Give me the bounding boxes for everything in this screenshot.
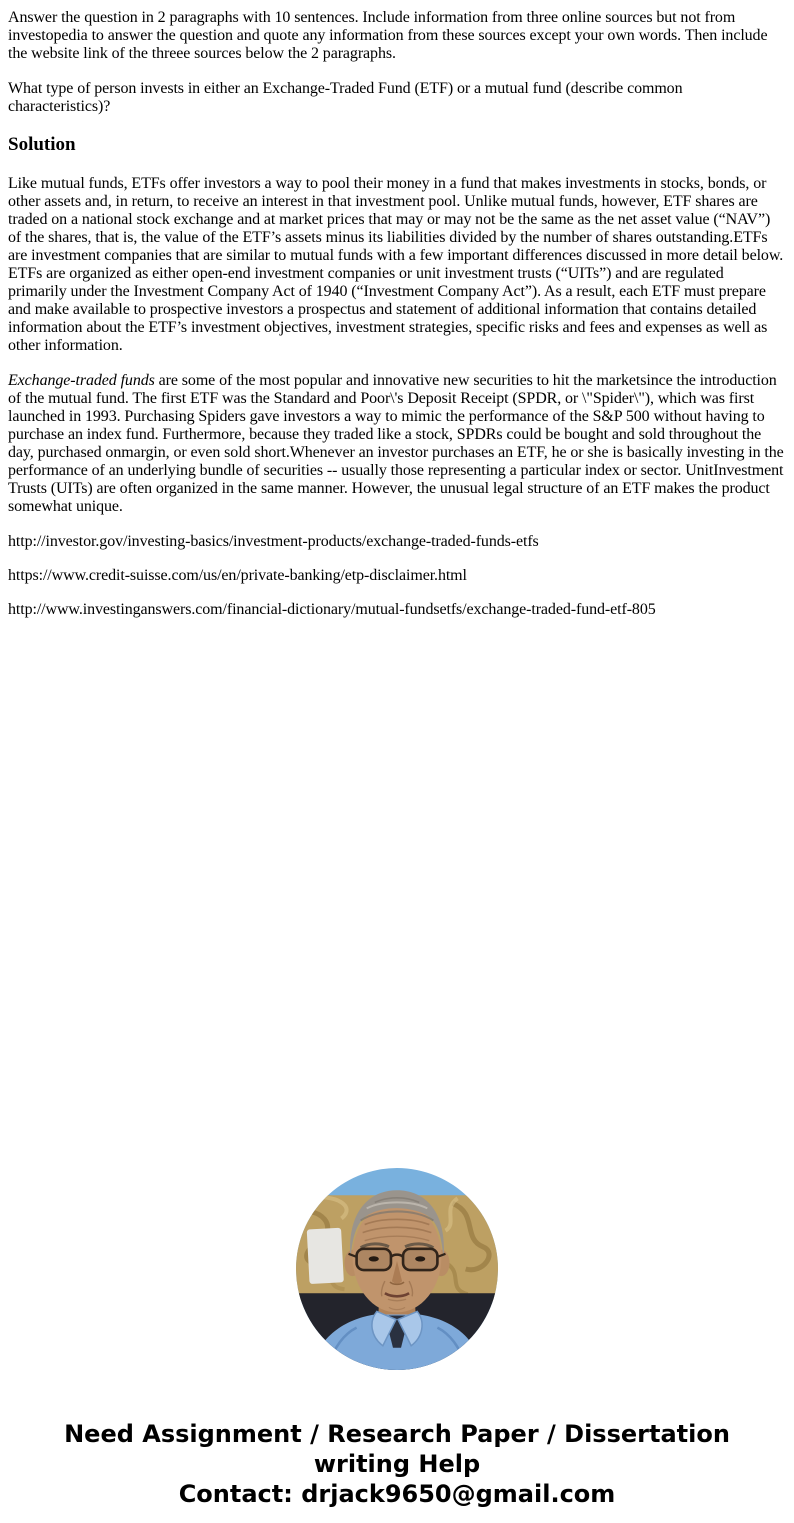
solution-paragraph-1: Like mutual funds, ETFs offer investors a way to pool their money in a fund that makes investments in stocks, bonds, or other assets and, in return, to receive an interest in that investment pool. Unlike mutual funds, however, ETF shares are traded on a national stock exchange and at market prices that may or may not be the same as the net asset value (“NAV”) of the shares, that is, the value of the ETF’s assets minus its liabilities divided by the number of shares outstanding.ETFs are investment companies that are similar to mutual funds with a few important differences discussed in more detail below. ETFs are organized as either open-end investment companies or unit investment trusts (“UITs”) and are regulated primarily under the Investment Company Act of 1940 (“Investment Company Act”). As a result, each ETF must prepare and make available to prospective investors a prospectus and statement of additional information that contains detailed information about the ETF’s investment objectives, investment strategies, specific risks and fees and expenses as well as other information. <box>8 175 784 354</box>
profile-photo-image <box>296 1168 498 1370</box>
question-paragraph: What type of person invests in either an Exchange-Traded Fund (ETF) or a mutual fund (describe common characteristics)? <box>8 80 683 115</box>
footer-heading: Need Assignment / Research Paper / Dissertation writing Help <box>64 1420 730 1478</box>
source-link-1: http://investor.gov/investing-basics/investment-products/exchange-traded-funds-etfs <box>8 533 539 550</box>
face-illustration <box>296 1168 498 1370</box>
footer-contact-email: Contact: drjack9650@gmail.com <box>178 1480 616 1508</box>
solution-heading: Solution <box>8 134 76 155</box>
solution-paragraph-2 <box>8 372 786 516</box>
blank-space <box>8 635 786 1168</box>
footer-help-block <box>8 1419 786 1509</box>
source-link-2: https://www.credit-suisse.com/us/en/private-banking/etp-disclaimer.html <box>8 567 467 584</box>
solution-paragraph-2-italic-lead: Exchange-traded funds <box>8 372 155 389</box>
solution-paragraph-2-body: are some of the most popular and innovative new securities to hit the marketsince the introduction of the mutual fund. The first ETF was the Standard and Poor\'s Deposit Receipt (SPDR, or \"Spider\"), which was first launched in 1993. Purchasing Spiders gave investors a way to mimic the performance of the S&P 500 without having to purchase an index fund. Furthermore, because they traded like a stock, SPDRs could be bought and sold throughout the day, purchased onmargin, or even sold short.Whenever an investor purchases an ETF, he or she is basically investing in the performance of an underlying bundle of securities -- usually those representing a particular index or sector. UnitInvestment Trusts (UITs) are often organized in the same manner. However, the unusual legal structure of an ETF makes the product somewhat unique. <box>8 372 784 515</box>
profile-photo <box>296 1168 498 1370</box>
source-link-3: http://www.investinganswers.com/financial-dictionary/mutual-fundsetfs/exchange-traded-fund-etf-805 <box>8 601 656 618</box>
instructions-paragraph: Answer the question in 2 paragraphs with 10 sentences. Include information from three online sources but not from investopedia to answer the question and quote any information from these sources except your own words. Then include the website link of the threee sources below the 2 paragraphs. <box>8 9 768 62</box>
